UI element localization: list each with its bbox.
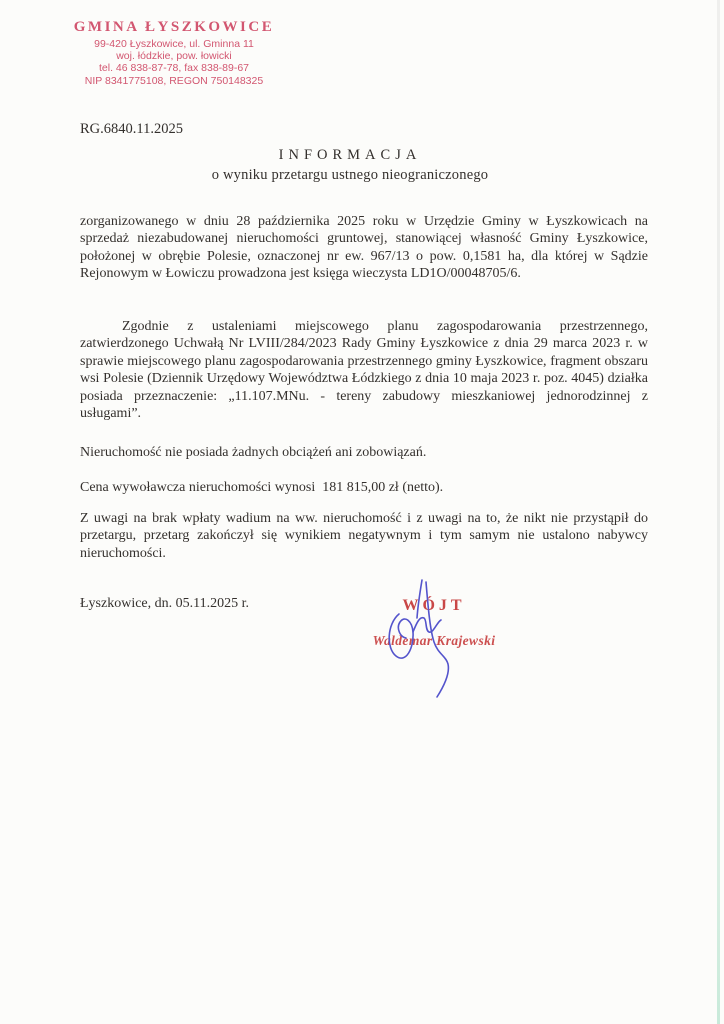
paragraph-negative-result: Z uwagi na brak wpłaty wadium na ww. nieruchomość i z uwagi na to, że nikt nie przystąpił do przetargu, przetarg zakończył się wynikiem negatywnym i tym samym nie ustalono nabywcy nieruchomości. (80, 511, 648, 561)
paragraph-no-encumbrances: Nieruchomość nie posiada żadnych obciążeń ani zobowiązań. (80, 445, 427, 460)
document-subtitle: o wyniku przetargu ustnego nieograniczonego (211, 167, 489, 183)
signer-role-stamp: WÓJT (402, 597, 466, 614)
paragraph-zoning-plan: Zgodnie z ustaleniami miejscowego planu zagospodarowania przestrzennego, zatwierdzonego Uchwałą Nr LVIII/284/2023 Rady Gminy Łyszkowice z dnia 29 marca 2023 r. w sprawie miejscowego planu zagospodarowania przestrzennego gminy Łyszkowice, fragment obszaru wsi Polesie (Dziennik Urzędowy Województwa Łódzkiego z dnia 10 maja 2023 r. poz. 4045) działka posiada przeznaczenie: „11.107.MNu. - tereny zabudowy mieszkaniowej jednorodzinnej z usługami”. (80, 319, 648, 422)
municipality-name: GMINA ŁYSZKOWICE (73, 19, 275, 35)
title-block (58, 147, 642, 184)
letterhead-stamp (58, 19, 290, 87)
reference-number: RG.6840.11.2025 (80, 121, 183, 137)
scan-edge-artifact (717, 0, 720, 1024)
letterhead-address: 99-420 Łyszkowice, ul. Gminna 11 (94, 38, 254, 50)
paragraph-starting-price: Cena wywoławcza nieruchomości wynosi 181 815,00 zł (netto). (80, 480, 444, 495)
letterhead-region: woj. łódzkie, pow. łowicki (116, 50, 232, 63)
document-title: INFORMACJA (278, 147, 422, 163)
signer-name-stamp: Waldemar Krajewski (372, 633, 496, 648)
letterhead-phone: tel. 46 838-87-78, fax 838-89-67 (98, 62, 250, 75)
paragraph-auction-details: zorganizowanego w dniu 28 października 2025 roku w Urzędzie Gminy w Łyszkowicach na sprzedaż niezabudowanej nieruchomości gruntowej, stanowiącej własność Gminy Łyszkowice, położonej w obrębie Polesie, oznaczonej nr ew. 967/13 o pow. 0,1581 ha, dla której w Sądzie Rejonowym w Łowiczu prowadzona jest księga wieczysta LD1O/00048705/6. (80, 214, 648, 282)
letterhead-tax-ids: NIP 8341775108, REGON 750148325 (84, 74, 264, 87)
place-and-date: Łyszkowice, dn. 05.11.2025 r. (80, 596, 250, 611)
